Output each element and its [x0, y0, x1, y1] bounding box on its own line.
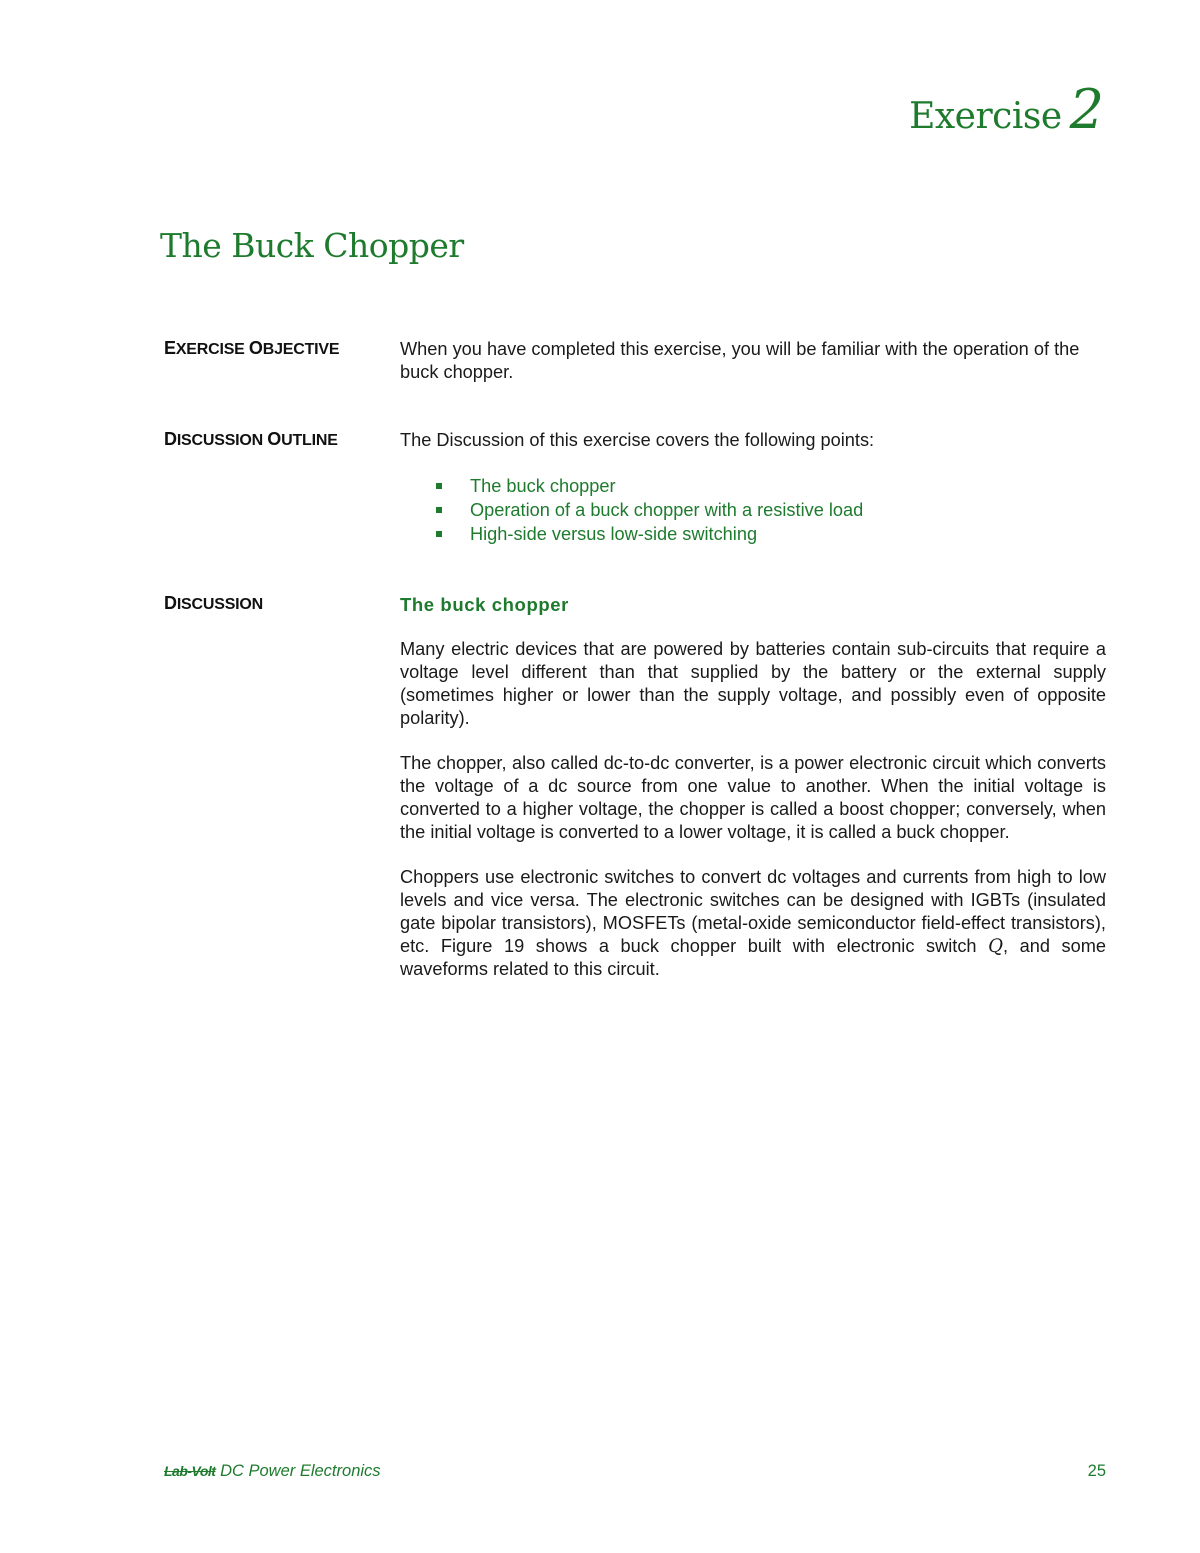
- discussion-body: [400, 593, 1106, 1003]
- discussion-label: DISCUSSION: [164, 593, 264, 613]
- page-title: The Buck Chopper: [160, 226, 464, 265]
- outline-label: DISCUSSION OUTLINE: [164, 429, 338, 449]
- outline-item[interactable]: High-side versus low-side switching: [400, 522, 1106, 546]
- outline-item[interactable]: The buck chopper: [400, 474, 1106, 498]
- bullet-icon: [436, 531, 442, 537]
- outline-item[interactable]: Operation of a buck chopper with a resistive load: [400, 498, 1106, 522]
- outline-body: [400, 429, 1106, 546]
- exercise-word: Exercise: [909, 96, 1062, 137]
- exercise-heading: [909, 78, 1104, 141]
- page-footer: [164, 1462, 1106, 1481]
- objective-label: EXERCISE OBJECTIVE: [164, 338, 340, 358]
- footer-title: DC Power Electronics: [215, 1462, 381, 1480]
- discussion-paragraph: Many electric devices that are powered by batteries contain sub-circuits that require a voltage level different than that supplied by the battery or the external supply (sometimes higher or lower than the supply voltage, and possibly even of opposite polarity).: [400, 639, 1106, 728]
- outline-intro: The Discussion of this exercise covers the following points:: [400, 430, 875, 450]
- discussion-subheading: The buck chopper: [400, 594, 569, 615]
- page-number: 25: [1087, 1462, 1106, 1480]
- bullet-icon: [436, 507, 442, 513]
- exercise-number: 2: [1069, 78, 1104, 141]
- lab-volt-logo: Lab-Volt: [164, 1463, 216, 1479]
- discussion-paragraph: Choppers use electronic switches to convert dc voltages and currents from high to low levels and vice versa. The electronic switches can be designed with IGBTs (insulated gate bipolar transistors), MOSFETs (metal-oxide semiconductor field-effect transistors), etc. Figure 19 shows a buck chopper built with electronic switch Q, and some waveforms related to this circuit.: [400, 867, 1106, 979]
- switch-symbol: Q: [988, 936, 1004, 957]
- outline-list: [400, 474, 1106, 546]
- bullet-icon: [436, 483, 442, 489]
- objective-text: When you have completed this exercise, you will be familiar with the operation of the buck chopper.: [400, 339, 1080, 382]
- discussion-paragraph: The chopper, also called dc-to-dc converter, is a power electronic circuit which converts the voltage of a dc source from one value to another. When the initial voltage is converted to a higher voltage, the chopper is called a boost chopper; conversely, when the initial voltage is converted to a lower voltage, it is called a buck chopper.: [400, 753, 1106, 842]
